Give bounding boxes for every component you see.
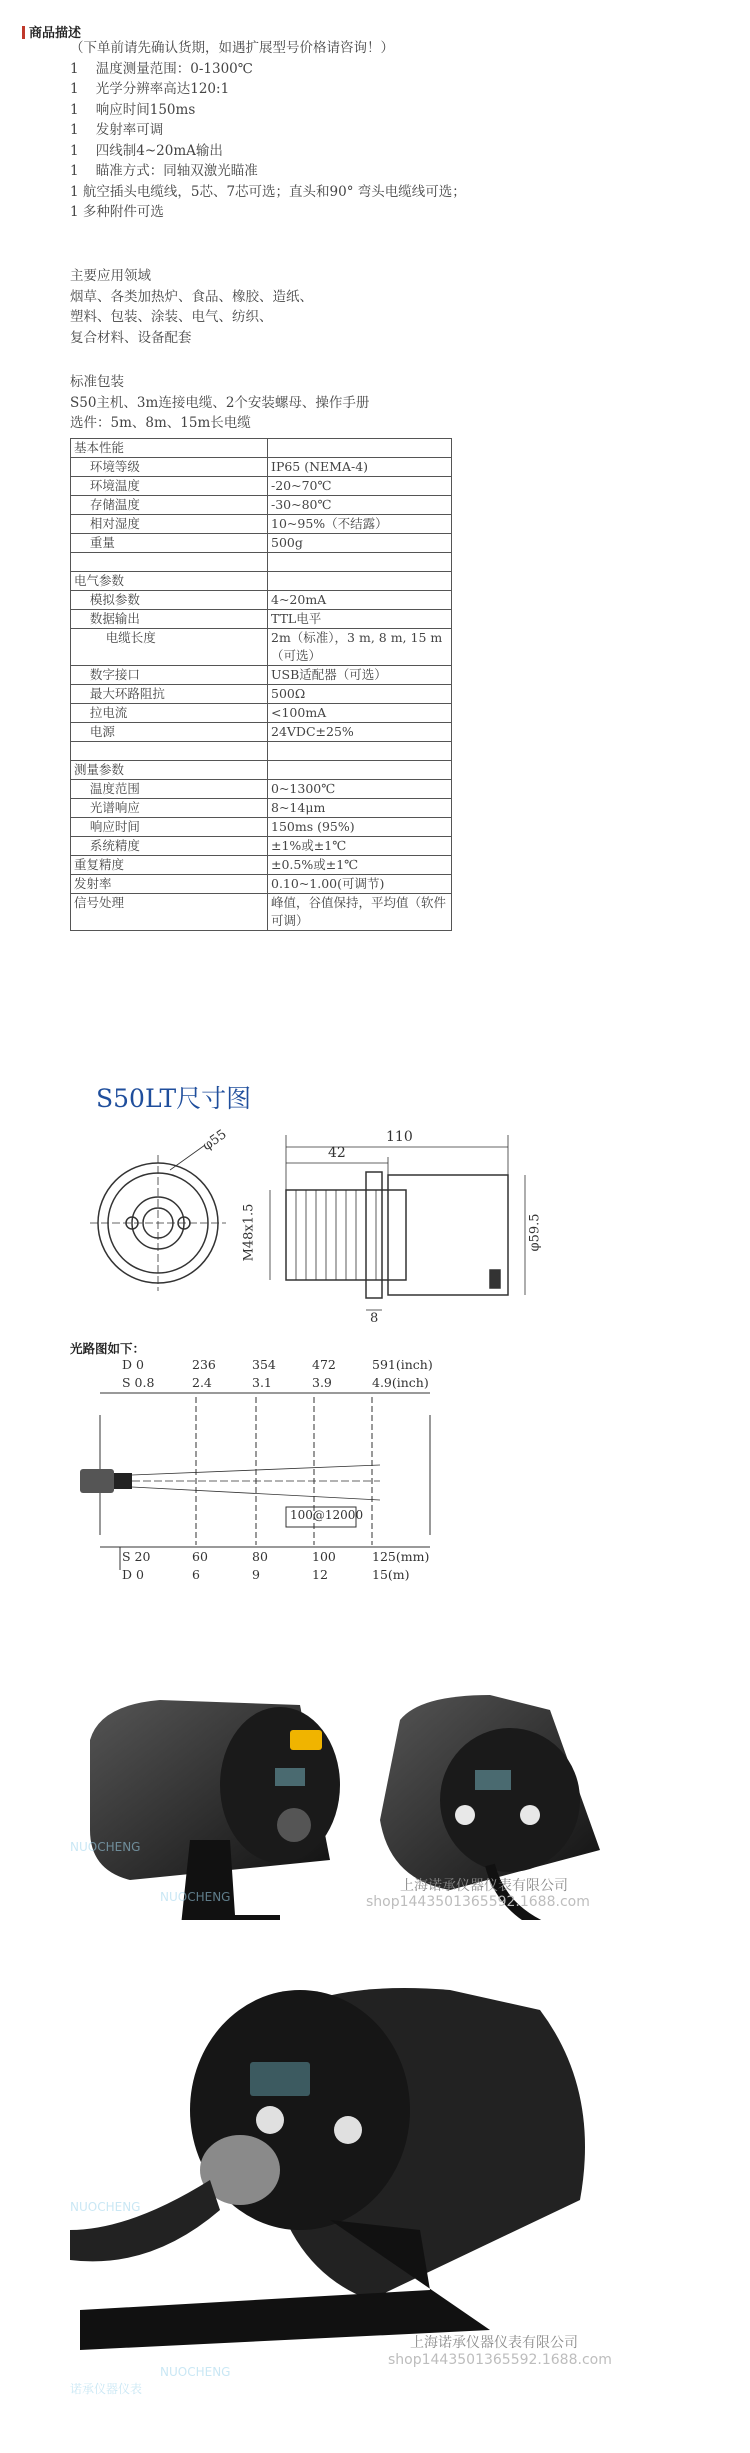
optics-top_d-label: 354 [252, 1357, 276, 1372]
optics-diagram [70, 1335, 470, 1585]
spec-row [71, 856, 452, 875]
spec-value [268, 742, 452, 761]
product-photo-pair [70, 1650, 600, 1920]
product-photo-large [70, 1970, 630, 2390]
spec-key: 环境等级 [71, 458, 268, 477]
section-title: 商品描述 [29, 26, 82, 41]
spec-value: IP65 (NEMA-4) [268, 458, 452, 477]
optics-top_d-label: 472 [312, 1357, 336, 1372]
spec-value: 峰值，谷值保持，平均值（软件可调） [268, 894, 452, 931]
spec-key: 温度范围 [71, 780, 268, 799]
spec-value [268, 761, 452, 780]
intro-line: 1 瞄准方式：同轴双激光瞄准 [70, 163, 258, 179]
intro-line: 1 航空插头电缆线，5芯、7芯可选；直头和90° 弯头电缆线可选； [70, 183, 466, 200]
watermark-brand: NUOCHENG [70, 2200, 141, 2214]
spec-value [268, 439, 452, 458]
optics-title: 光路图如下： [70, 1341, 146, 1356]
photo2-shop: shop1443501365592.1688.com [388, 2352, 612, 2368]
photo2-company: 上海诺承仪器仪表有限公司 [410, 2335, 578, 2351]
spec-value: ±1%或±1℃ [268, 837, 452, 856]
spec-row [71, 704, 452, 723]
dim-8: 8 [370, 1311, 379, 1326]
spec-row [71, 629, 452, 666]
spec-key: 数据输出 [71, 610, 268, 629]
intro-line: 1 温度测量范围：0-1300℃ [70, 60, 253, 77]
spec-value: -20~70℃ [268, 477, 452, 496]
spec-row [71, 591, 452, 610]
spec-row [71, 572, 452, 591]
spec-key: 发射率 [71, 875, 268, 894]
spec-key: 最大环路阻抗 [71, 685, 268, 704]
package-line: S50主机、3m连接电缆、2个安装螺母、操作手册 [70, 394, 370, 411]
optics-bot_d-label: 15(m) [372, 1567, 410, 1582]
intro-line: （下单前请先确认货期，如遇扩展型号价格请咨询！） [70, 40, 394, 56]
spec-value: 4~20mA [268, 591, 452, 610]
spec-value: 500g [268, 534, 452, 553]
spec-value: ±0.5%或±1℃ [268, 856, 452, 875]
spec-key: 存储温度 [71, 496, 268, 515]
spec-key: 电源 [71, 723, 268, 742]
spec-key: 相对湿度 [71, 515, 268, 534]
optics-bot_s-label: 125(mm) [372, 1549, 430, 1564]
spec-key: 拉电流 [71, 704, 268, 723]
optics-top_d-label: D 0 [122, 1357, 144, 1372]
spec-key: 响应时间 [71, 818, 268, 837]
dim-d59: φ59.5 [527, 1213, 543, 1252]
optics-bot_d-label: 9 [252, 1567, 260, 1582]
header-accent-bar [22, 26, 25, 39]
dim-thread: M48x1.5 [241, 1203, 257, 1262]
applications-line: 烟草、各类加热炉、食品、橡胶、造纸、 [70, 288, 313, 305]
spec-key: 数字接口 [71, 666, 268, 685]
spec-row [71, 496, 452, 515]
dim-110: 110 [386, 1129, 413, 1145]
spec-value: TTL电平 [268, 610, 452, 629]
spec-key: 系统精度 [71, 837, 268, 856]
optics-bot_s-label: 100 [312, 1549, 336, 1564]
photo1-company: 上海诺承仪器仪表有限公司 [400, 1878, 568, 1894]
spec-row [71, 439, 452, 458]
optics-top_s-label: 3.1 [252, 1375, 272, 1390]
spec-key: 电缆长度 [71, 629, 268, 666]
spec-table [70, 438, 452, 931]
spec-row [71, 780, 452, 799]
spec-key: 测量参数 [71, 761, 268, 780]
optics-bot_d-label: D 0 [122, 1567, 144, 1582]
optics-top_s-label: 3.9 [312, 1375, 332, 1390]
dimension-drawing [70, 1075, 570, 1325]
spec-key: 重量 [71, 534, 268, 553]
intro-line: 1 光学分辨率高达120:1 [70, 81, 230, 97]
dim-d55: φ55 [200, 1126, 230, 1155]
spec-row [71, 477, 452, 496]
watermark-brand: NUOCHENG [70, 1840, 141, 1854]
spec-row [71, 761, 452, 780]
spec-key: 电气参数 [71, 572, 268, 591]
photo1-shop: shop1443501365592.1688.com [366, 1894, 590, 1910]
optics-bot_d-label: 12 [312, 1567, 328, 1582]
optics-top_d-label: 236 [192, 1357, 216, 1372]
spec-value [268, 572, 452, 591]
dimension-svg [70, 1075, 570, 1325]
spec-value: 0~1300℃ [268, 780, 452, 799]
spec-value: 8~14μm [268, 799, 452, 818]
spec-row [71, 837, 452, 856]
spec-value: <100mA [268, 704, 452, 723]
spec-row [71, 458, 452, 477]
package-list [70, 372, 369, 434]
spec-key [71, 742, 268, 761]
applications-line: 复合材料、设备配套 [70, 329, 192, 346]
spec-value: 10~95%（不结露） [268, 515, 452, 534]
intro-line: 1 响应时间150ms [70, 101, 196, 118]
optics-top_d-label: 591(inch) [372, 1357, 433, 1372]
spec-row [71, 666, 452, 685]
package-line: 选件：5m、8m、15m长电缆 [70, 415, 251, 431]
spec-value: 0.10~1.00(可调节) [268, 875, 452, 894]
dim-42: 42 [328, 1145, 346, 1161]
spec-key: 基本性能 [71, 439, 268, 458]
spec-row [71, 742, 452, 761]
spec-value: USB适配器（可选） [268, 666, 452, 685]
intro-line: 1 发射率可调 [70, 122, 164, 138]
spec-value: 2m（标准），3 m, 8 m, 15 m（可选） [268, 629, 452, 666]
optics-bot_s-label: 60 [192, 1549, 208, 1564]
spec-row [71, 818, 452, 837]
optics-top_s-label: 4.9(inch) [372, 1375, 429, 1390]
optics-top_s-label: 2.4 [192, 1375, 212, 1390]
spec-key: 环境温度 [71, 477, 268, 496]
spec-value: 24VDC±25% [268, 723, 452, 742]
intro-list [70, 38, 466, 223]
applications-line: 主要应用领域 [70, 268, 151, 284]
spec-value: 150ms (95%) [268, 818, 452, 837]
watermark-brand: NUOCHENG [160, 2365, 231, 2379]
spec-value: 500Ω [268, 685, 452, 704]
dimension-title: S50LT尺寸图 [96, 1084, 252, 1113]
optics-bottom-s-row [122, 1549, 462, 1567]
spec-row [71, 553, 452, 572]
spec-key: 重复精度 [71, 856, 268, 875]
product-photo-large-svg [70, 1970, 630, 2390]
optics-bot_d-label: 6 [192, 1567, 200, 1582]
spec-key: 模拟参数 [71, 591, 268, 610]
spec-row [71, 799, 452, 818]
optics-bottom-d-row [122, 1567, 462, 1585]
applications-list [70, 266, 313, 348]
spec-row [71, 894, 452, 931]
optics-top_s-label: S 0.8 [122, 1375, 155, 1390]
applications-line: 塑料、包装、涂装、电气、纺织、 [70, 309, 273, 325]
watermark-cn: 诺承仪器仪表 [70, 2382, 143, 2396]
optics-svg [70, 1335, 470, 1585]
spec-row [71, 515, 452, 534]
spec-row [71, 534, 452, 553]
intro-line: 1 四线制4~20mA输出 [70, 142, 223, 159]
spec-row [71, 875, 452, 894]
watermark-brand: NUOCHENG [160, 1890, 231, 1904]
spec-row [71, 685, 452, 704]
spec-value [268, 553, 452, 572]
spec-value: -30~80℃ [268, 496, 452, 515]
optics-bot_s-label: 80 [252, 1549, 268, 1564]
optics-ratio: 100@12000 [290, 1508, 364, 1522]
spec-key: 光谱响应 [71, 799, 268, 818]
intro-line: 1 多种附件可选 [70, 204, 164, 220]
spec-row [71, 723, 452, 742]
spec-row [71, 610, 452, 629]
spec-key: 信号处理 [71, 894, 268, 931]
optics-bot_s-label: S 20 [122, 1549, 151, 1564]
spec-key [71, 553, 268, 572]
package-line: 标准包装 [70, 374, 124, 390]
